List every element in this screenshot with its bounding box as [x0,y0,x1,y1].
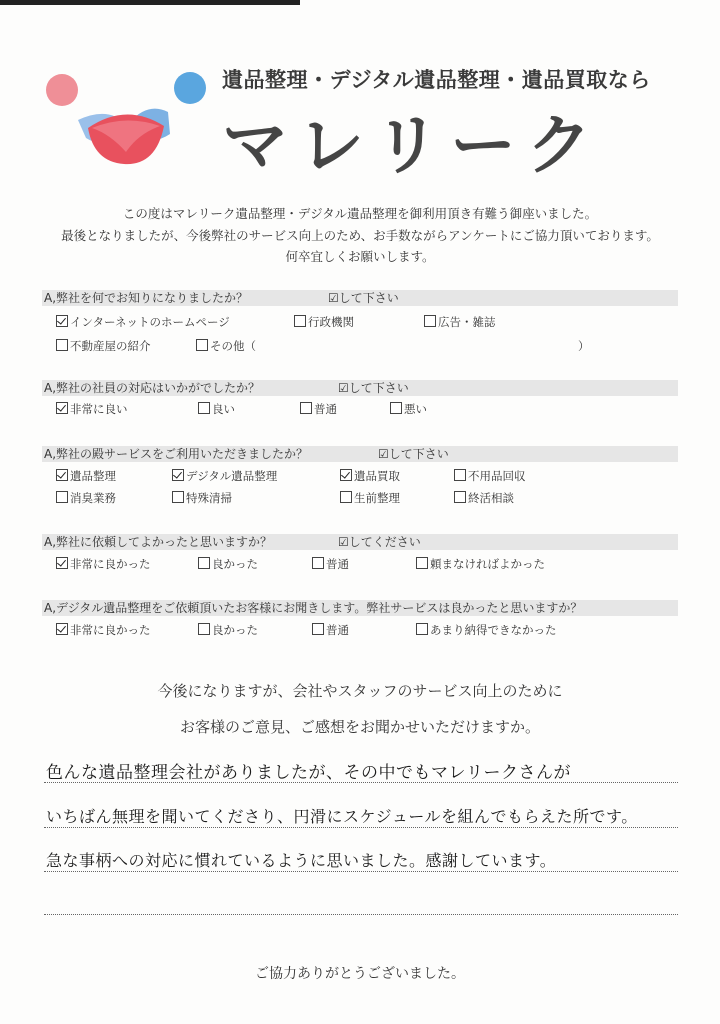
question-4-bar [42,534,678,550]
q5-option-unsatisfied[interactable]: あまり納得できなかった [416,622,557,638]
question-3-section [42,446,678,512]
q1-option-other[interactable]: その他（ [196,338,256,354]
q5-option-normal[interactable]: 普通 [312,622,349,638]
closing-thanks: ご協力ありがとうございました。 [255,966,465,982]
checkbox-icon[interactable] [56,339,68,351]
question-5-bar [42,600,678,616]
checkbox-checked-icon[interactable] [56,557,68,569]
checkbox-icon[interactable] [196,339,208,351]
feedback-handwritten-line-3: 急な事柄への対応に慣れているように思いました。感謝しています。 [46,851,557,870]
feedback-rule-1 [44,782,678,783]
checkbox-checked-icon[interactable] [56,402,68,414]
q1-option-government[interactable]: 行政機関 [294,314,354,330]
q4-option-good[interactable]: 良かった [198,556,258,572]
q2-option-good[interactable]: 良い [198,401,235,417]
checkbox-icon[interactable] [198,623,210,635]
q2-option-very-good[interactable]: 非常に良い [56,401,128,417]
intro-line-3: 何卒宜しくお願いします。 [285,249,435,264]
question-3-bar [42,446,678,462]
question-4-hint: ☑してください [338,535,421,549]
checkbox-icon[interactable] [454,491,466,503]
q3-option-seizen[interactable]: 生前整理 [340,490,400,506]
checkbox-checked-icon[interactable] [340,469,352,481]
checkbox-icon[interactable] [454,469,466,481]
checkbox-icon[interactable] [172,491,184,503]
checkbox-icon[interactable] [198,557,210,569]
question-4-text: A,弊社に依頼してよかったと思いますか？ [44,535,273,549]
intro-line-1: この度はマレリーク遺品整理・デジタル遺品整理を御利用頂き有難う御座いました。 [122,206,598,221]
logo-pink-dot [46,74,78,106]
q1-option-ads[interactable]: 広告・雑誌 [424,314,496,330]
question-2-section [42,380,678,426]
checkbox-checked-icon[interactable] [56,469,68,481]
q3-option-deodorize[interactable]: 消臭業務 [56,490,116,506]
question-4-section [42,534,678,580]
checkbox-icon[interactable] [56,491,68,503]
q4-option-normal[interactable]: 普通 [312,556,349,572]
q1-other-paren-close: ） [578,339,590,353]
question-1-section [42,290,678,360]
q2-option-bad[interactable]: 悪い [390,401,427,417]
intro-line-2: 最後となりましたが、今後弊社のサービス向上のため、お手数ながらアンケートにご協力頂いております。 [61,228,659,243]
checkbox-checked-icon[interactable] [172,469,184,481]
q3-option-fuyouhin[interactable]: 不用品回収 [454,468,526,484]
question-1-text: A,弊社を何でお知りになりましたか？ [44,291,249,305]
q1-option-internet[interactable]: インターネットのホームページ [56,314,230,330]
question-3-hint: ☑して下さい [378,447,449,461]
logo-blue-dot [174,72,206,104]
checkbox-checked-icon[interactable] [56,315,68,327]
question-2-text: A,弊社の社員の対応はいかがでしたか？ [44,381,261,395]
question-5-section [42,600,678,646]
q5-option-very-good[interactable]: 非常に良かった [56,622,151,638]
question-3-text: A,弊社の殿サービスをご利用いただきましたか？ [44,447,309,461]
q3-option-ihin-seiri[interactable]: 遺品整理 [56,468,116,484]
question-5-text: A,デジタル遺品整理をご依頼頂いたお客様にお聞きします。弊社サービスは良かったと思いますか？ [44,601,583,615]
top-edge-bar [0,0,300,5]
feedback-rule-2 [44,827,678,828]
checkbox-icon[interactable] [312,623,324,635]
feedback-handwritten-line-2: いちばん無理を聞いてくださり、円滑にスケジュールを組んでもらえた所です。 [46,807,638,826]
checkbox-icon[interactable] [390,402,402,414]
q3-option-digital[interactable]: デジタル遺品整理 [172,468,277,484]
feedback-rule-3 [44,871,678,872]
checkbox-icon[interactable] [294,315,306,327]
header-tagline: 遺品整理・デジタル遺品整理・遺品買取なら [222,68,651,92]
checkbox-icon[interactable] [416,557,428,569]
question-2-hint: ☑して下さい [338,381,409,395]
q2-option-normal[interactable]: 普通 [300,401,337,417]
feedback-handwritten-line-1: 色んな遺品整理会社がありましたが、その中でもマレリークさんが [46,763,571,783]
q3-option-shukatsu[interactable]: 終活相談 [454,490,514,506]
feedback-prompt-2: お客様のご意見、ご感想をお聞かせいただけますか。 [179,718,540,736]
q5-option-good[interactable]: 良かった [198,622,258,638]
feedback-rule-4 [44,914,678,915]
question-1-bar [42,290,678,306]
checkbox-icon[interactable] [416,623,428,635]
q4-option-regret[interactable]: 頼まなければよかった [416,556,545,572]
question-2-bar [42,380,678,396]
q3-option-special-clean[interactable]: 特殊清掃 [172,490,232,506]
checkbox-checked-icon[interactable] [56,623,68,635]
checkbox-icon[interactable] [300,402,312,414]
brand-name: マレリーク [222,107,602,184]
question-1-hint: ☑して下さい [328,291,399,305]
q1-option-realestate[interactable]: 不動産屋の紹介 [56,338,151,354]
q3-option-kaitori[interactable]: 遺品買取 [340,468,400,484]
checkbox-icon[interactable] [424,315,436,327]
feedback-prompt-1: 今後になりますが、会社やスタッフのサービス向上のために [157,682,563,700]
checkbox-icon[interactable] [340,491,352,503]
marereeku-logo-icon [38,62,208,172]
checkbox-icon[interactable] [198,402,210,414]
checkbox-icon[interactable] [312,557,324,569]
q4-option-very-good[interactable]: 非常に良かった [56,556,151,572]
